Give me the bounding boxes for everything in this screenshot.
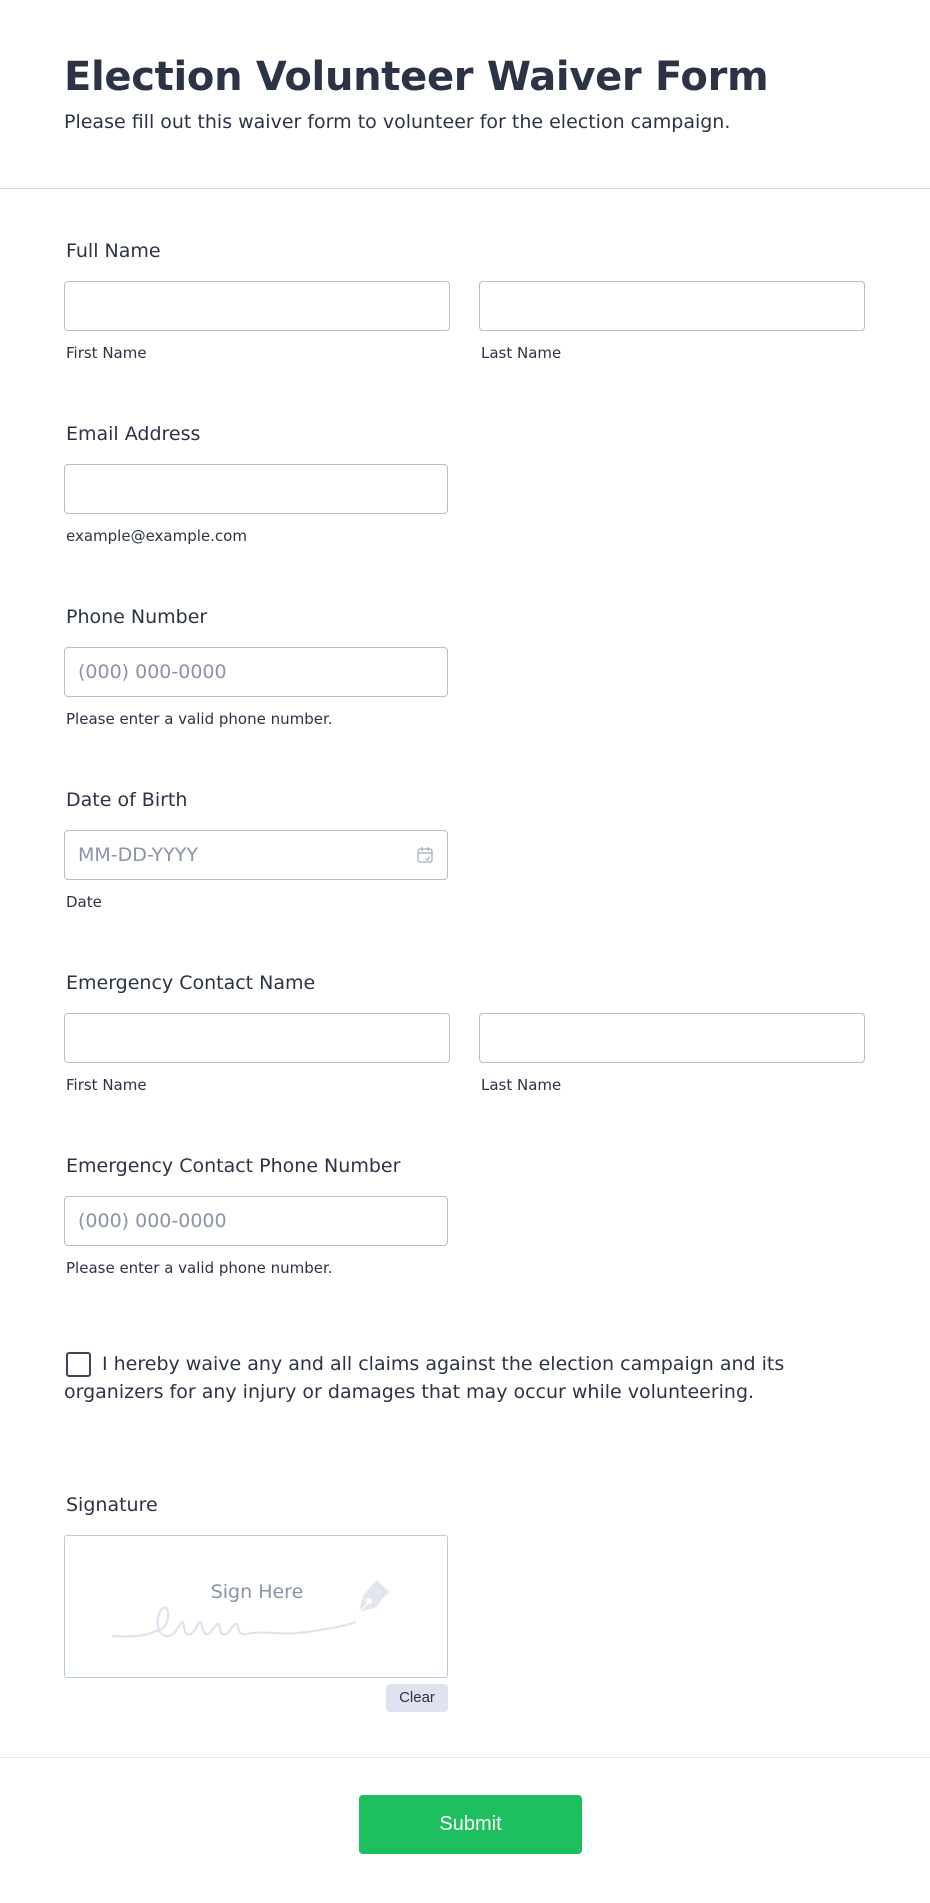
last-name-sublabel: Last Name [481,344,562,362]
dob-placeholder: MM-DD-YYYY [78,844,198,866]
emergency-last-name-sublabel: Last Name [481,1076,562,1094]
emergency-first-name-input[interactable] [64,1013,450,1063]
dob-input[interactable] [64,830,448,880]
phone-input[interactable] [64,647,448,697]
signature-placeholder: Sign Here [210,1581,304,1603]
phone-sublabel: Please enter a valid phone number. [66,710,333,728]
form-header [0,0,930,189]
phone-label: Phone Number [66,606,208,628]
email-input[interactable] [64,464,448,514]
phone-placeholder: (000) 000-0000 [78,661,227,683]
calendar-icon[interactable] [416,846,434,864]
waiver-text: I hereby waive any and all claims against the election campaign and its organizers for any injury or damages that may occur while volunteering. [64,1353,785,1403]
emergency-phone-label: Emergency Contact Phone Number [66,1155,401,1177]
signature-label: Signature [66,1494,158,1516]
emergency-last-name-input[interactable] [479,1013,865,1063]
last-name-input[interactable] [479,281,865,331]
email-label: Email Address [66,423,201,445]
page-subtitle: Please fill out this waiver form to volunteer for the election campaign. [64,111,731,133]
page-title: Election Volunteer Waiver Form [64,54,769,100]
dob-sublabel: Date [66,893,102,911]
emergency-first-name-sublabel: First Name [66,1076,147,1094]
full-name-label: Full Name [66,240,161,262]
footer-divider [0,1757,930,1758]
submit-button[interactable]: Submit [359,1795,582,1854]
dob-label: Date of Birth [66,789,188,811]
emergency-phone-sublabel: Please enter a valid phone number. [66,1259,333,1277]
first-name-sublabel: First Name [66,344,147,362]
emergency-name-label: Emergency Contact Name [66,972,316,994]
pen-nib-icon [351,1578,391,1618]
signature-pad[interactable] [64,1535,448,1678]
emergency-phone-input[interactable] [64,1196,448,1246]
emergency-phone-placeholder: (000) 000-0000 [78,1210,227,1232]
signature-clear-button[interactable]: Clear [386,1684,448,1712]
email-sublabel: example@example.com [66,527,247,545]
first-name-input[interactable] [64,281,450,331]
